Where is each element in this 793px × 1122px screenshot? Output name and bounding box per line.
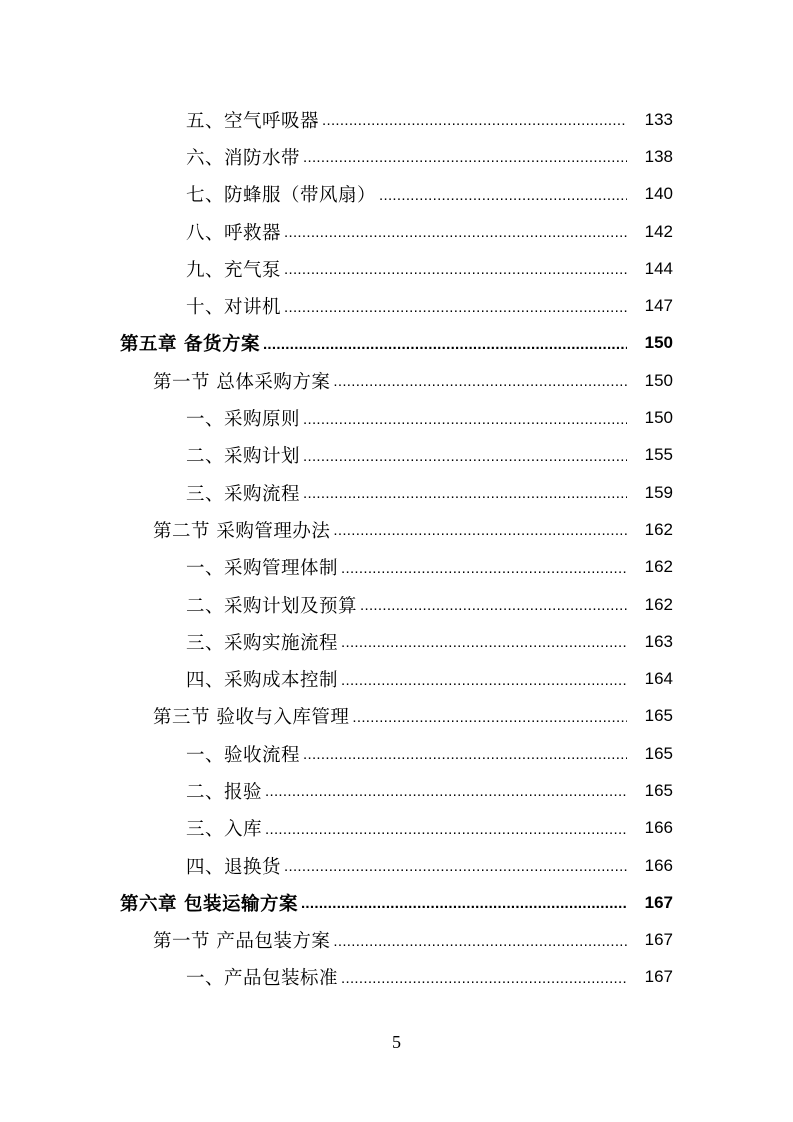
toc-entry-page: 138: [644, 146, 673, 166]
toc-entry[interactable]: [0, 884, 793, 921]
toc-entry-label: 九、充气泵: [186, 259, 282, 281]
toc-leader-dots: [379, 188, 627, 203]
table-of-contents: [0, 101, 793, 996]
toc-entry-page: 142: [644, 221, 673, 241]
toc-entry-label: 第一节 产品包装方案: [153, 931, 331, 953]
toc-entry[interactable]: [0, 213, 793, 250]
toc-entry[interactable]: [0, 698, 793, 735]
toc-entry[interactable]: [0, 810, 793, 847]
toc-entry[interactable]: [0, 660, 793, 697]
toc-entry[interactable]: [0, 250, 793, 287]
toc-entry-label: 第一节 总体采购方案: [153, 371, 331, 393]
toc-entry-page: 150: [644, 333, 673, 353]
toc-entry-label: 一、验收流程: [186, 744, 301, 766]
toc-entry-page: 140: [644, 184, 673, 204]
toc-entry-page: 167: [644, 967, 673, 987]
toc-entry-page: 162: [644, 519, 673, 539]
toc-entry-label: 第五章 备货方案: [120, 334, 260, 356]
toc-entry[interactable]: [0, 362, 793, 399]
toc-entry-label: 三、采购实施流程: [186, 632, 339, 654]
toc-entry-page: 162: [644, 557, 673, 577]
toc-leader-dots: [284, 859, 627, 874]
toc-entry[interactable]: [0, 623, 793, 660]
toc-entry-page: 162: [644, 594, 673, 614]
toc-leader-dots: [284, 300, 627, 315]
toc-entry[interactable]: [0, 511, 793, 548]
toc-entry-label: 第六章 包装运输方案: [120, 893, 298, 915]
toc-entry-page: 165: [644, 780, 673, 800]
toc-entry-page: 150: [644, 370, 673, 390]
toc-entry-page: 133: [644, 109, 673, 129]
toc-leader-dots: [284, 225, 627, 240]
toc-leader-dots: [303, 449, 627, 464]
toc-entry[interactable]: [0, 735, 793, 772]
toc-entry-page: 166: [644, 818, 673, 838]
toc-entry-label: 第二节 采购管理办法: [153, 520, 331, 542]
toc-leader-dots: [303, 150, 627, 165]
toc-entry-label: 二、采购计划及预算: [186, 595, 358, 617]
toc-entry[interactable]: [0, 586, 793, 623]
toc-leader-dots: [341, 673, 627, 688]
toc-leader-dots: [301, 896, 627, 911]
toc-leader-dots: [322, 113, 627, 128]
toc-entry[interactable]: [0, 176, 793, 213]
toc-entry[interactable]: [0, 138, 793, 175]
toc-entry[interactable]: [0, 437, 793, 474]
toc-entry-label: 第三节 验收与入库管理: [153, 707, 350, 729]
toc-entry[interactable]: [0, 325, 793, 362]
toc-leader-dots: [265, 822, 627, 837]
toc-entry-page: 163: [644, 631, 673, 651]
toc-leader-dots: [352, 710, 627, 725]
toc-entry-page: 159: [644, 482, 673, 502]
toc-entry-label: 三、入库: [186, 819, 263, 841]
toc-entry-page: 166: [644, 855, 673, 875]
toc-leader-dots: [333, 934, 627, 949]
toc-leader-dots: [303, 486, 627, 501]
toc-entry-label: 一、采购原则: [186, 409, 301, 431]
toc-entry-page: 165: [644, 743, 673, 763]
toc-entry-page: 150: [644, 408, 673, 428]
toc-entry-label: 四、采购成本控制: [186, 670, 339, 692]
toc-leader-dots: [303, 412, 627, 427]
toc-entry[interactable]: [0, 549, 793, 586]
toc-leader-dots: [265, 784, 627, 799]
toc-entry-label: 四、退换货: [186, 856, 282, 878]
toc-entry[interactable]: [0, 772, 793, 809]
toc-entry[interactable]: [0, 959, 793, 996]
toc-entry-label: 一、产品包装标准: [186, 968, 339, 990]
toc-leader-dots: [341, 561, 627, 576]
toc-entry[interactable]: [0, 287, 793, 324]
toc-leader-dots: [263, 337, 627, 352]
toc-entry-page: 144: [644, 258, 673, 278]
toc-entry-label: 二、采购计划: [186, 446, 301, 468]
toc-entry-page: 155: [644, 445, 673, 465]
toc-leader-dots: [284, 262, 627, 277]
toc-entry-page: 167: [644, 892, 673, 912]
toc-entry[interactable]: [0, 399, 793, 436]
toc-entry-label: 一、采购管理体制: [186, 558, 339, 580]
toc-entry-label: 八、呼救器: [186, 222, 282, 244]
toc-entry[interactable]: [0, 101, 793, 138]
toc-leader-dots: [333, 523, 627, 538]
toc-leader-dots: [341, 971, 627, 986]
toc-entry-page: 167: [644, 930, 673, 950]
toc-leader-dots: [360, 598, 627, 613]
toc-leader-dots: [303, 747, 627, 762]
toc-entry[interactable]: [0, 922, 793, 959]
toc-entry-label: 二、报验: [186, 781, 263, 803]
toc-leader-dots: [333, 374, 627, 389]
toc-entry-label: 七、防蜂服（带风扇）: [186, 185, 377, 207]
toc-entry-page: 147: [644, 296, 673, 316]
toc-entry[interactable]: [0, 847, 793, 884]
toc-leader-dots: [341, 635, 627, 650]
toc-entry-label: 十、对讲机: [186, 297, 282, 319]
toc-entry-label: 五、空气呼吸器: [186, 110, 320, 132]
toc-entry-page: 165: [644, 706, 673, 726]
toc-entry-page: 164: [644, 669, 673, 689]
toc-entry-label: 六、消防水带: [186, 147, 301, 169]
toc-entry[interactable]: [0, 474, 793, 511]
toc-entry-label: 三、采购流程: [186, 483, 301, 505]
page-number: 5: [392, 1032, 401, 1052]
